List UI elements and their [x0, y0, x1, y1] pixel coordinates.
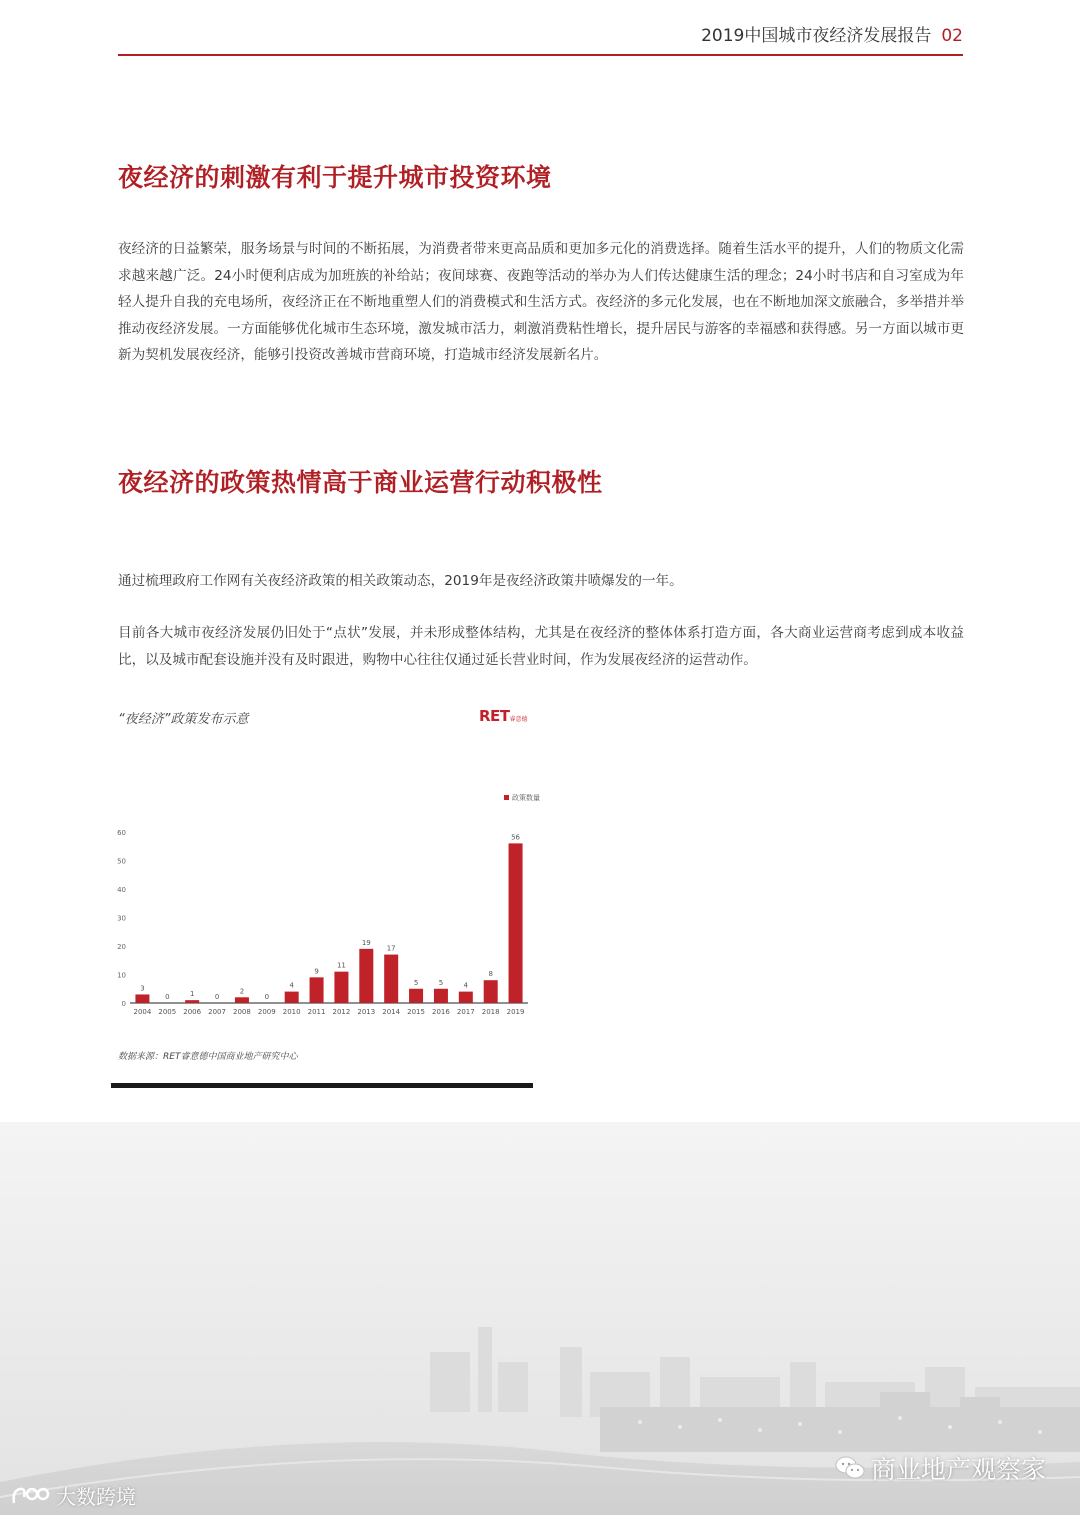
- x-tick-label-2005: 2005: [158, 1008, 177, 1016]
- watermark-right: [835, 1450, 1046, 1487]
- bar-2004: [135, 994, 149, 1003]
- data-source-note: 数据来源：RET睿意德中国商业地产研究中心: [118, 1052, 298, 1062]
- bar-2019: [509, 843, 523, 1003]
- bar-2017: [459, 992, 473, 1003]
- logo-main-text: RET: [479, 707, 510, 725]
- chart-caption: “夜经济”政策发布示意: [118, 712, 249, 727]
- x-tick-label-2015: 2015: [407, 1008, 425, 1016]
- data-label-2018: 8: [488, 970, 493, 979]
- bar-2014: [384, 955, 398, 1003]
- x-tick-label-2006: 2006: [183, 1008, 202, 1016]
- report-title: 2019中国城市夜经济发展报告: [701, 26, 932, 46]
- data-label-2006: 1: [189, 990, 195, 999]
- watermark-right-text: 商业地产观察家: [870, 1455, 1046, 1484]
- data-label-2007: 0: [214, 993, 220, 1001]
- x-tick-label-2008: 2008: [233, 1008, 251, 1016]
- data-label-2005: 0: [165, 993, 170, 1001]
- watermark-left: [10, 1481, 136, 1512]
- y-tick-label: 30: [117, 914, 126, 923]
- data-label-2008: 2: [239, 987, 245, 996]
- bar-2015: [409, 989, 423, 1003]
- x-tick-label-2009: 2009: [257, 1008, 276, 1016]
- section2-paragraph-2: 目前各大城市夜经济发展仍旧处于“点状”发展，并未形成整体结构，尤其是在夜经济的整体体系打造方面，各大商业运营商考虑到成本收益比，以及城市配套设施并没有及时跟进，购物中心往往仅通过延长营业时间，作为发展夜经济的运营动作。: [118, 625, 964, 668]
- data-label-2019: 56: [511, 833, 521, 842]
- bar-2016: [434, 989, 448, 1003]
- x-tick-label-2016: 2016: [432, 1008, 450, 1016]
- y-tick-label: 60: [117, 829, 126, 837]
- watermark-left-text: 大数跨境: [56, 1485, 136, 1509]
- logo-sub-text: 睿意德: [509, 716, 528, 723]
- data-label-2004: 3: [140, 984, 145, 993]
- y-tick-label: 50: [117, 857, 126, 866]
- ret-logo: [479, 706, 528, 725]
- bar-2013: [359, 949, 373, 1003]
- x-tick-label-2012: 2012: [332, 1008, 351, 1016]
- data-label-2011: 9: [314, 967, 319, 976]
- page-number: 02: [941, 26, 963, 46]
- x-tick-label-2018: 2018: [481, 1008, 500, 1016]
- brand-icon: [10, 1485, 50, 1512]
- bar-2008: [235, 997, 249, 1003]
- data-label-2016: 5: [438, 978, 444, 987]
- data-label-2014: 17: [386, 944, 396, 953]
- chart-bottom-rule: [111, 1083, 533, 1088]
- x-tick-label-2007: 2007: [208, 1008, 226, 1016]
- x-tick-label-2013: 2013: [357, 1008, 376, 1016]
- x-tick-label-2010: 2010: [282, 1008, 301, 1016]
- data-label-2013: 19: [361, 938, 371, 947]
- legend-swatch: [504, 795, 509, 800]
- section2-paragraph-1: 通过梳理政府工作网有关夜经济政策的相关政策动态，2019年是夜经济政策井喷爆发的一年。: [118, 573, 683, 589]
- policy-bar-chart: [108, 785, 548, 1025]
- header-text: [701, 21, 963, 46]
- bar-2012: [334, 972, 348, 1003]
- legend-label: 政策数量: [512, 794, 540, 802]
- y-tick-label: 10: [117, 971, 126, 980]
- x-tick-label-2014: 2014: [382, 1008, 401, 1016]
- y-tick-label: 40: [117, 886, 126, 894]
- page-header: [118, 18, 963, 56]
- data-label-2015: 5: [413, 978, 419, 987]
- x-tick-label-2019: 2019: [506, 1008, 525, 1016]
- bar-2006: [185, 1000, 199, 1003]
- y-tick-label: 0: [121, 1000, 126, 1008]
- data-label-2010: 4: [289, 981, 294, 990]
- section-title-investment: 夜经济的刺激有利于提升城市投资环境: [118, 163, 552, 192]
- bar-2011: [310, 977, 324, 1003]
- data-label-2017: 4: [463, 981, 469, 990]
- y-tick-label: 20: [117, 943, 126, 951]
- bar-2018: [484, 980, 498, 1003]
- x-tick-label-2004: 2004: [133, 1008, 152, 1016]
- data-label-2009: 0: [264, 993, 270, 1001]
- section1-paragraph: 夜经济的日益繁荣，服务场景与时间的不断拓展，为消费者带来更高品质和更加多元化的消费选择。随着生活水平的提升，人们的物质文化需求越来越广泛。24小时便利店成为加班族的补给站；夜间球赛、夜跑等活动的举办为人们传达健康生活的理念；24小时书店和自习室成为年轻人提升自我的充电场所，夜经济正在不断地重塑人们的消费模式和生活方式。夜经济的多元化发展，也在不断地加深文旅融合，多举措并举推动夜经济发展。一方面能够优化城市生态环境，激发城市活力，刺激消费粘性增长，提升居民与游客的幸福感和获得感。另一方面以城市更新为契机发展夜经济，能够引投资改善城市营商环境，打造城市经济发展新名片。: [118, 241, 964, 363]
- wechat-icon: [835, 1455, 865, 1487]
- section-title-policy: 夜经济的政策热情高于商业运营行动积极性: [118, 468, 603, 497]
- data-label-2012: 11: [336, 961, 346, 970]
- x-tick-label-2017: 2017: [456, 1008, 475, 1016]
- bar-2010: [285, 992, 299, 1003]
- x-tick-label-2011: 2011: [307, 1008, 326, 1016]
